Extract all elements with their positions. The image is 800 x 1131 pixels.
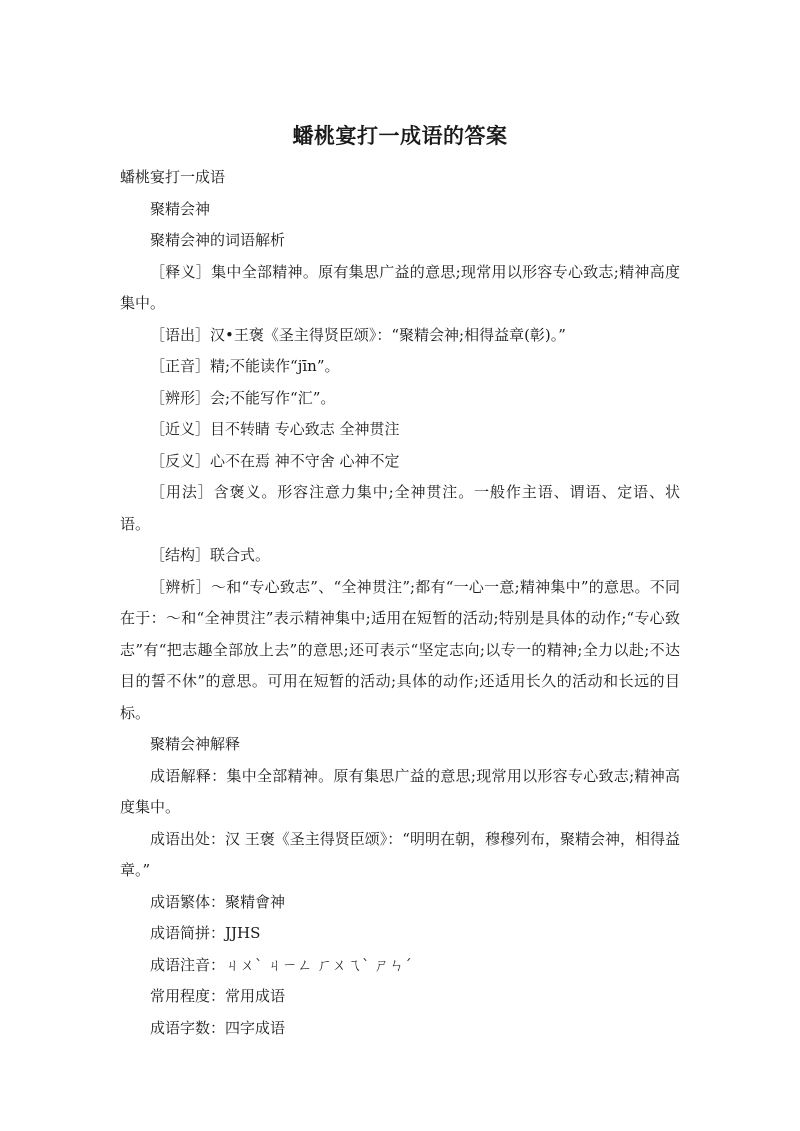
paragraph: ［近义］目不转睛 专心致志 全神贯注 bbox=[150, 420, 400, 438]
document-title: 蟠桃宴打一成语的答案 bbox=[292, 124, 508, 148]
paragraph: 成语简拼：JJHS bbox=[150, 924, 261, 942]
paragraph: 聚精会神的词语解析 bbox=[150, 231, 286, 249]
paragraph: 成语注音：ㄐㄨˋ ㄐㄧㄥ ㄏㄨㄟˋ ㄕㄣˊ bbox=[150, 955, 412, 974]
paragraph: ［结构］联合式。 bbox=[150, 546, 271, 564]
paragraph: ［辨形］会;不能写作“汇”。 bbox=[150, 388, 336, 407]
paragraph: 聚精会神 bbox=[150, 199, 211, 218]
paragraph: ［用法］含褒义。形容注意力集中;全神贯注。一般作主语、谓语、定语、状语。 bbox=[120, 483, 680, 533]
paragraph: ［正音］精;不能读作“jīn”。 bbox=[150, 357, 340, 375]
paragraph: 聚精会神解释 bbox=[150, 735, 241, 753]
paragraph: 成语解释：集中全部精神。原有集思广益的意思;现常用以形容专心致志;精神高度集中。 bbox=[120, 766, 680, 816]
paragraph: ［释义］集中全部精神。原有集思广益的意思;现常用以形容专心致志;精神高度集中。 bbox=[120, 262, 680, 312]
paragraph: 成语繁体：聚精會神 bbox=[150, 892, 286, 911]
paragraph: 常用程度：常用成语 bbox=[150, 987, 286, 1005]
paragraph: 成语出处：汉 王褒《圣主得贤臣颂》：“明明在朝，穆穆列布，聚精会神，相得益章。” bbox=[120, 829, 680, 879]
document-body bbox=[120, 162, 680, 1044]
paragraph: ［语出］汉•王褒《圣主得贤臣颂》：“聚精会神;相得益章(彰)。” bbox=[150, 325, 566, 344]
paragraph: 成语字数：四字成语 bbox=[150, 1018, 286, 1037]
paragraph: ［辨析］～和“专心致志”、“全神贯注”;都有“一心一意;精神集中”的意思。不同在于：～和“全神贯注”表示精神集中;适用在短暂的活动;特别是具体的动作;“专心致志”有“把志趣全部放上去”的意思;还可表示“坚定志向;以专一的精神;全力以赴;不达目的誓不休”的意思。可用在短暂的活动;具体的动作;还适用长久的活动和长远的目标。 bbox=[120, 577, 680, 722]
paragraph: ［反义］心不在焉 神不守舍 心神不定 bbox=[150, 451, 400, 470]
paragraph: 蟠桃宴打一成语 bbox=[120, 168, 226, 186]
